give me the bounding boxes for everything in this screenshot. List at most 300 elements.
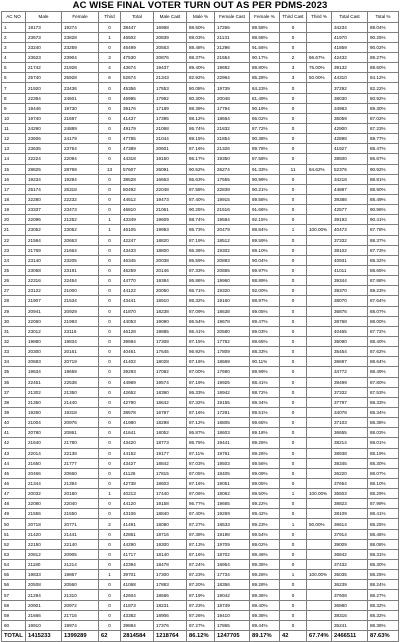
table-cell: 87.09% xyxy=(187,306,215,316)
table-cell xyxy=(307,235,332,245)
table-cell: 87.19% xyxy=(187,377,215,387)
table-cell: 10 xyxy=(2,113,26,123)
table-cell: 22232 xyxy=(62,194,99,204)
table-cell xyxy=(307,306,332,316)
table-cell: 11 xyxy=(2,124,26,134)
table-cell: 0 xyxy=(280,468,307,478)
table-cell: 87.16% xyxy=(187,478,215,488)
table-cell: 1 xyxy=(99,570,121,580)
column-header: Total % xyxy=(368,12,399,23)
table-cell: 21584 xyxy=(26,235,62,245)
table-cell xyxy=(307,499,332,509)
table-cell: 0 xyxy=(99,560,121,570)
table-cell: 87.58% xyxy=(187,184,215,194)
table-cell: 19274 xyxy=(62,22,99,32)
table-cell: 89.36% xyxy=(250,590,280,600)
table-row xyxy=(2,407,399,417)
table-cell: 43106 xyxy=(121,509,154,519)
table-cell: 55 xyxy=(2,570,26,580)
table-cell xyxy=(307,296,332,306)
table-cell: 0 xyxy=(99,235,121,245)
table-row xyxy=(2,306,399,316)
table-cell: 21832 xyxy=(215,124,250,134)
table-cell: 34983 xyxy=(332,103,368,113)
table-cell: 40473 xyxy=(332,225,368,235)
table-cell: 24290 xyxy=(26,124,62,134)
table-cell: 0 xyxy=(99,600,121,610)
table-cell: 23623 xyxy=(26,53,62,63)
table-row xyxy=(2,184,399,194)
table-cell: 87.26% xyxy=(187,610,215,620)
table-cell: 21000 xyxy=(62,286,99,296)
table-row xyxy=(2,397,399,407)
column-header: Third xyxy=(99,12,121,23)
table-cell xyxy=(307,539,332,549)
table-cell: 43427 xyxy=(121,458,154,468)
table-cell: 18749 xyxy=(215,600,250,610)
table-cell: 86.74% xyxy=(187,124,215,134)
table-cell xyxy=(307,458,332,468)
table-cell: 0 xyxy=(99,539,121,549)
table-cell: 23052 xyxy=(62,225,99,235)
table-cell: 21650 xyxy=(26,458,62,468)
table-row xyxy=(2,255,399,265)
table-cell: 0 xyxy=(280,154,307,164)
table-row xyxy=(2,63,399,73)
table-cell: 34078 xyxy=(332,407,368,417)
table-cell: 40461 xyxy=(121,347,154,357)
table-cell: 88.37% xyxy=(368,235,399,245)
table-cell: 17291 xyxy=(215,407,250,417)
table-cell: 20050 xyxy=(154,286,187,296)
table-cell: 38768 xyxy=(332,316,368,326)
table-cell: 19090 xyxy=(154,316,187,326)
table-cell: 20048 xyxy=(215,93,250,103)
table-cell: 21516 xyxy=(215,205,250,215)
table-cell: 19925 xyxy=(215,377,250,387)
table-cell: 25174 xyxy=(26,184,62,194)
table-cell: 42577 xyxy=(332,205,368,215)
table-cell: 100.00% xyxy=(307,489,332,499)
table-cell: 0 xyxy=(280,407,307,417)
table-cell: 20580 xyxy=(215,326,250,336)
table-cell: 19910 xyxy=(26,620,62,630)
table-cell: 40465 xyxy=(332,326,368,336)
table-cell: 36655 xyxy=(332,428,368,438)
table-cell: 17815 xyxy=(154,468,187,478)
table-cell: 86.71% xyxy=(187,286,215,296)
table-cell: 19574 xyxy=(154,377,187,387)
table-cell: 19300 xyxy=(154,539,187,549)
table-cell: 44887 xyxy=(332,184,368,194)
table-cell: 21302 xyxy=(26,387,62,397)
table-cell: 0 xyxy=(280,194,307,204)
table-cell: 19302 xyxy=(215,245,250,255)
table-cell: 88.39% xyxy=(187,103,215,113)
table-cell xyxy=(307,286,332,296)
table-cell: 0 xyxy=(280,620,307,630)
table-row xyxy=(2,377,399,387)
table-cell xyxy=(307,124,332,134)
table-row xyxy=(2,570,399,580)
table-cell: 18 xyxy=(2,194,26,204)
table-cell: 1 xyxy=(2,22,26,32)
table-cell: 39884 xyxy=(121,620,154,630)
table-cell: 13 xyxy=(2,144,26,154)
table-cell: 46 xyxy=(2,478,26,488)
table-cell: 21252 xyxy=(62,215,99,225)
table-cell xyxy=(307,418,332,428)
table-cell: 87.32% xyxy=(187,397,215,407)
table-cell: 87.40% xyxy=(187,194,215,204)
table-cell: 88.24% xyxy=(368,580,399,590)
table-cell: 37608 xyxy=(332,590,368,600)
table-cell: 40931 xyxy=(332,255,368,265)
table-cell: 18805 xyxy=(215,418,250,428)
table-cell: 86.75% xyxy=(187,438,215,448)
table-cell: 1 xyxy=(99,215,121,225)
table-cell: 3 xyxy=(280,63,307,73)
table-row xyxy=(2,489,399,499)
table-cell: 1 xyxy=(99,489,121,499)
table-cell: 17553 xyxy=(154,83,187,93)
table-cell: 54 xyxy=(2,560,26,570)
table-cell: 0 xyxy=(280,184,307,194)
table-cell: 37797 xyxy=(332,397,368,407)
table-cell: 30 xyxy=(2,316,26,326)
table-cell: 18062 xyxy=(215,489,250,499)
table-cell: 88.41% xyxy=(250,377,280,387)
table-cell: 22394 xyxy=(26,93,62,103)
table-cell: 88.89% xyxy=(250,276,280,286)
table-cell: 88.10% xyxy=(368,478,399,488)
table-cell: 37103 xyxy=(332,418,368,428)
table-cell: 18533 xyxy=(215,519,250,529)
table-cell: 89.30% xyxy=(368,103,399,113)
table-cell: 0 xyxy=(99,265,121,275)
table-cell: 89.04% xyxy=(368,22,399,32)
table-cell: 87.58% xyxy=(250,154,280,164)
table-cell: 44290 xyxy=(121,539,154,549)
table-cell: 32 xyxy=(2,336,26,346)
table-cell: 88.49% xyxy=(368,367,399,377)
table-cell: 23635 xyxy=(26,144,62,154)
table-cell: 5 xyxy=(2,63,26,73)
table-cell: 88.81% xyxy=(368,174,399,184)
table-cell: 80.92% xyxy=(368,93,399,103)
table-cell: 0 xyxy=(99,245,121,255)
table-cell xyxy=(307,245,332,255)
table-cell: 43433 xyxy=(121,245,154,255)
table-row xyxy=(2,113,399,123)
total-cell: 67.74% xyxy=(307,631,332,642)
table-cell: 0 xyxy=(99,509,121,519)
table-cell: 90.04% xyxy=(250,255,280,265)
table-cell: 34234 xyxy=(332,22,368,32)
table-cell: 0 xyxy=(280,326,307,336)
table-cell: 0 xyxy=(99,306,121,316)
table-row xyxy=(2,529,399,539)
table-cell: 88.90% xyxy=(368,184,399,194)
table-cell: 0 xyxy=(280,174,307,184)
table-cell: 19177 xyxy=(154,448,187,458)
table-cell: 0 xyxy=(99,448,121,458)
table-cell: 88.07% xyxy=(368,468,399,478)
table-cell: 20861 xyxy=(62,428,99,438)
table-cell: 19260 xyxy=(26,407,62,417)
table-cell: 89.26% xyxy=(250,438,280,448)
table-cell: 0 xyxy=(99,296,121,306)
table-cell xyxy=(307,428,332,438)
table-cell: 0 xyxy=(99,336,121,346)
table-cell: 44122 xyxy=(121,286,154,296)
table-row xyxy=(2,367,399,377)
table-cell: 44512 xyxy=(121,194,154,204)
table-cell: 16663 xyxy=(154,174,187,184)
table-cell: 19709 xyxy=(215,539,250,549)
table-cell: 21131 xyxy=(215,32,250,42)
table-cell: 46499 xyxy=(121,42,154,52)
table-cell: 20972 xyxy=(62,600,99,610)
table-cell: 0 xyxy=(280,590,307,600)
table-cell: 0 xyxy=(280,32,307,42)
table-cell xyxy=(307,580,332,590)
table-cell: 4 xyxy=(2,53,26,63)
table-cell: 21420 xyxy=(26,529,62,539)
table-cell: 39701 xyxy=(121,570,154,580)
table-cell: 89.10% xyxy=(250,245,280,255)
table-cell: 19051 xyxy=(215,478,250,488)
table-cell: 21534 xyxy=(62,296,99,306)
table-cell: 0 xyxy=(99,620,121,630)
table-cell: 89.80% xyxy=(250,63,280,73)
table-cell xyxy=(307,387,332,397)
table-cell: 2 xyxy=(2,32,26,42)
table-cell: 28825 xyxy=(26,164,62,174)
table-cell: 24601 xyxy=(62,93,99,103)
table-cell: 42652 xyxy=(121,387,154,397)
table-cell: 41870 xyxy=(121,306,154,316)
table-cell: 86.02% xyxy=(250,113,280,123)
table-cell: 19834 xyxy=(62,336,99,346)
table-cell: 21044 xyxy=(154,134,187,144)
table-cell: 90.11% xyxy=(250,357,280,367)
table-cell: 0 xyxy=(280,458,307,468)
table-cell: 0 xyxy=(280,418,307,428)
column-header: Total Cast xyxy=(332,12,368,23)
table-cell: 47 xyxy=(2,489,26,499)
table-cell: 0 xyxy=(280,539,307,549)
table-cell: 88.27% xyxy=(368,590,399,600)
table-cell: 41011 xyxy=(332,265,368,275)
table-cell: 38 xyxy=(2,397,26,407)
table-cell: 21550 xyxy=(62,509,99,519)
table-cell: 18954 xyxy=(215,560,250,570)
table-cell: 89.97% xyxy=(250,265,280,275)
table-cell: 88.01% xyxy=(368,438,399,448)
table-cell: 35241 xyxy=(332,620,368,630)
table-row xyxy=(2,93,399,103)
table-cell: 39344 xyxy=(332,276,368,286)
table-cell: 87.23% xyxy=(368,124,399,134)
table-cell: 40 xyxy=(2,418,26,428)
table-cell xyxy=(307,103,332,113)
column-header: Third Cast xyxy=(280,12,307,23)
table-cell: 13 xyxy=(99,164,121,174)
table-cell: 21664 xyxy=(62,245,99,255)
table-cell: 0 xyxy=(99,377,121,387)
table-cell: 34218 xyxy=(332,174,368,184)
table-cell: 18664 xyxy=(215,113,250,123)
table-cell: 88.68% xyxy=(250,32,280,42)
table-cell: 19150 xyxy=(154,154,187,164)
table-cell: 0 xyxy=(280,549,307,559)
table-cell: 42738 xyxy=(121,478,154,488)
column-header: Male xyxy=(26,12,62,23)
table-cell: 88.74% xyxy=(187,215,215,225)
table-cell: 88.30% xyxy=(368,458,399,468)
table-row xyxy=(2,164,399,174)
table-cell: 0 xyxy=(99,113,121,123)
table-cell: 87.12% xyxy=(187,418,215,428)
table-cell: 38102 xyxy=(332,245,368,255)
table-cell xyxy=(307,590,332,600)
table-cell: 22451 xyxy=(26,377,62,387)
table-row xyxy=(2,225,399,235)
total-cell: 1399289 xyxy=(62,631,99,642)
column-header: AC NO xyxy=(2,12,26,23)
table-cell: 12 xyxy=(2,134,26,144)
table-cell: 37 xyxy=(2,387,26,397)
column-header: Total xyxy=(121,12,154,23)
table-cell: 38528 xyxy=(121,174,154,184)
table-cell: 0 xyxy=(280,22,307,32)
table-cell: 86.32% xyxy=(187,296,215,306)
table-cell: 25740 xyxy=(26,73,62,83)
table-cell: 14 xyxy=(2,154,26,164)
table-cell: 18642 xyxy=(154,397,187,407)
table-cell: 87.33% xyxy=(187,265,215,275)
table-cell: 88.31% xyxy=(368,549,399,559)
table-cell: 21716 xyxy=(62,610,99,620)
table-cell: 39009 xyxy=(332,539,368,549)
table-cell: 89.42% xyxy=(250,509,280,519)
table-cell: 0 xyxy=(99,478,121,488)
table-cell: 88.37% xyxy=(187,53,215,63)
table-cell: 38030 xyxy=(332,93,368,103)
table-cell: 21441 xyxy=(62,529,99,539)
table-cell: 31 xyxy=(2,326,26,336)
table-cell: 19730 xyxy=(62,103,99,113)
table-cell: 19318 xyxy=(62,407,99,417)
table-cell: 44770 xyxy=(121,276,154,286)
table-cell: 86.86% xyxy=(187,276,215,286)
table-cell: 0 xyxy=(280,600,307,610)
table-row xyxy=(2,124,399,134)
table-cell: 87.38% xyxy=(187,529,215,539)
table-cell: 19437 xyxy=(154,63,187,73)
table-cell: 43 xyxy=(2,448,26,458)
table-cell: 100.00% xyxy=(307,225,332,235)
table-cell: 50.00% xyxy=(307,73,332,83)
table-cell: 22316 xyxy=(26,276,62,286)
table-cell: 41859 xyxy=(332,42,368,52)
table-cell: 89.22% xyxy=(250,499,280,509)
table-cell: 87.73% xyxy=(368,245,399,255)
table-cell: 18390 xyxy=(154,387,187,397)
table-cell: 21294 xyxy=(26,590,62,600)
table-cell: 87.72% xyxy=(368,326,399,336)
table-cell: 87.23% xyxy=(187,570,215,580)
table-cell: 17555 xyxy=(215,174,250,184)
table-cell: 0 xyxy=(280,235,307,245)
table-cell: 23068 xyxy=(26,265,62,275)
table-cell: 22454 xyxy=(62,276,99,286)
table-cell: 52376 xyxy=(332,164,368,174)
table-cell: 22964 xyxy=(215,73,250,83)
table-row xyxy=(2,235,399,245)
table-cell: 21907 xyxy=(26,296,62,306)
table-cell: 16 xyxy=(2,174,26,184)
table-cell: 21854 xyxy=(215,134,250,144)
table-cell: 18238 xyxy=(154,306,187,316)
table-cell: 37654 xyxy=(332,478,368,488)
table-cell: 36842 xyxy=(332,549,368,559)
table-cell: 0 xyxy=(99,387,121,397)
table-cell: 89.59% xyxy=(250,235,280,245)
table-cell: 89.44% xyxy=(250,620,280,630)
table-cell xyxy=(307,347,332,357)
table-cell: 19350 xyxy=(215,154,250,164)
table-cell: 38345 xyxy=(332,458,368,468)
table-cell: 89.27% xyxy=(368,53,399,63)
table-cell: 18800 xyxy=(154,245,187,255)
table-cell: 21296 xyxy=(215,42,250,52)
table-cell: 38316 xyxy=(332,610,368,620)
table-cell xyxy=(307,397,332,407)
table-cell: 35454 xyxy=(332,347,368,357)
table-cell: 2 xyxy=(280,53,307,63)
table-cell: 87.88% xyxy=(368,276,399,286)
table-cell: 20976 xyxy=(62,418,99,428)
table-cell xyxy=(307,549,332,559)
table-cell: 39 xyxy=(2,407,26,417)
table-cell: 44989 xyxy=(121,377,154,387)
table-cell: 89.40% xyxy=(187,63,215,73)
table-cell: 38938 xyxy=(332,448,368,458)
table-cell: 0 xyxy=(280,144,307,154)
table-cell xyxy=(307,255,332,265)
table-cell: 88.32% xyxy=(368,255,399,265)
table-cell: 0 xyxy=(280,83,307,93)
table-cell: 17865 xyxy=(215,620,250,630)
table-cell: 91.56% xyxy=(250,42,280,52)
table-cell: 89.02% xyxy=(250,539,280,549)
table-cell xyxy=(307,529,332,539)
table-cell: 23904 xyxy=(62,53,99,63)
table-cell: 91.33% xyxy=(250,164,280,174)
table-cell: 0 xyxy=(99,590,121,600)
table-cell: 91.66% xyxy=(250,205,280,215)
table-cell: 0 xyxy=(280,103,307,113)
table-cell: 90.19% xyxy=(250,103,280,113)
table-cell: 19042 xyxy=(215,590,250,600)
table-cell: 38823 xyxy=(332,499,368,509)
table-cell: 3 xyxy=(280,73,307,83)
table-cell: 21394 xyxy=(62,478,99,488)
table-cell: 27 xyxy=(2,286,26,296)
table-cell: 48 xyxy=(2,499,26,509)
